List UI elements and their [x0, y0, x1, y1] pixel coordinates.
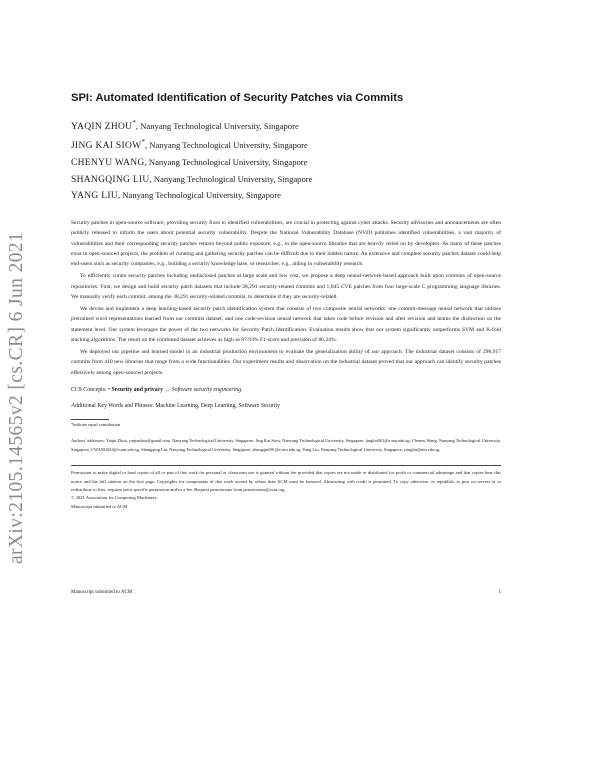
- paper-title: SPI: Automated Identification of Security Patches via Commits: [71, 92, 404, 104]
- copyright-line: © 2021 Association for Computing Machinery.: [71, 495, 158, 501]
- permission-block: [71, 469, 501, 510]
- author-line: [71, 155, 501, 172]
- author-line: [71, 135, 501, 154]
- author-name: YAQIN ZHOU: [71, 121, 133, 132]
- author-affiliation: , Nanyang Technological University, Singapore: [144, 156, 308, 167]
- author-name: JING KAI SIOW: [71, 141, 142, 152]
- footer-left: Manuscript submitted to ACM: [71, 590, 133, 595]
- ccs-arrow: →: [163, 387, 172, 394]
- footnote: *indicate equal contribution: [71, 422, 121, 428]
- abstract-paragraph: To efficiently curate security patches including undisclosed patches at large scale and low cost, we propose a deep neural-network-based approach built upon commits of open-source repositories. First, we design and build security patch datasets that include 38,291 security-related commits and 1,045 CVE patches from four large-scale C programming language libraries. We manually verify each commit, among the 38,291 security-related commits, to determine if they are security-related.: [71, 273, 501, 301]
- author-affiliation: , Nanyang Technological University, Singapore: [135, 120, 299, 131]
- author-affiliation: , Nanyang Technological University, Singapore: [149, 173, 313, 184]
- page-footer: [71, 590, 501, 595]
- author-name: SHANGQING LIU: [71, 174, 150, 185]
- author-line: [71, 172, 501, 189]
- page-number: 1: [498, 590, 501, 595]
- ccs-prefix: CCS Concepts: •: [71, 387, 112, 394]
- permission-rule: [71, 465, 501, 466]
- ccs-subcategory: Software security engineering: [171, 387, 242, 394]
- equal-contribution-mark: *: [132, 119, 136, 127]
- author-line: [71, 188, 501, 205]
- author-name: CHENYU WANG: [71, 157, 145, 168]
- abstract: [71, 218, 501, 379]
- abstract-paragraph: We devise and implement a deep learning-based security patch identification system that consists of two composite neural networks: one commit-message neural network that utilizes pretrained word representations learned from our commits dataset; and one code-revision neural network that takes code before revision and after revision and learns the distinction on the statement level. Our system leverages the power of the two networks for Security Patch Identification. Evaluation results show that our system significantly outperforms SVM and K-fold stacking algorithms. The result on the combined dataset achieves as high as 87.93% F1-score and precision of 86.24%.: [71, 305, 501, 344]
- author-list: [71, 116, 501, 205]
- abstract-paragraph: We deployed our pipeline and learned model in an industrial production environment to evaluate the generalization ability of our approach. The industrial dataset consists of 298,917 commits from 410 new libraries that range from a wide functionalities. Our experiment results and observation on the industrial dataset proved that our approach can identify security patches effectively among open-sourced projects.: [71, 349, 501, 376]
- author-name: YANG LIU: [71, 191, 118, 202]
- author-affiliation: , Nanyang Technological University, Singapore: [118, 190, 281, 201]
- abstract-paragraph: Security patches in open-source software, providing security fixes to identified vulnerabilities, are crucial in protecting against cyber attacks. Security advisories and announcements are often publicly released to inform the users about potential security vulnerability. Despite the National Vulnerability Database (NVD) publishes identified vulnerabilities, a vast majority of vulnerabilities and their corresponding security patches remain beyond public exposure, e.g., in the open-source libraries that are heavily relied on by developers. As many of these patches exist in open-sourced projects, the problem of curating and gathering security patches can be difficult due to their hidden nature. An extensive and complete security patches dataset could help end-users such as security companies, e.g., building a security knowledge base, or researcher, e.g., aiding in vulnerability research.: [71, 219, 501, 268]
- footnote-rule: [71, 419, 109, 420]
- equal-contribution-mark: *: [141, 138, 145, 147]
- author-line: [71, 116, 501, 135]
- ccs-end: .: [241, 387, 243, 394]
- author-affiliation: , Nanyang Technological University, Singapore: [144, 140, 308, 151]
- permission-text: Permission to make digital or hard copies of all or part of this work for personal or classroom use is granted without fee provided that copies are not made or distributed for profit or commercial advantage and that copies bear this notice and the full citation on the first page. Copyrights for components of this work owned by others than ACM must be honored. Abstracting with credit is permitted. To copy otherwise, or republish, to post on servers or to redistribute to lists, requires prior specific permission and/or a fee. Request permissions from permissions@acm.org.: [71, 470, 501, 493]
- ccs-category: Security and privacy: [111, 387, 164, 394]
- manuscript-note: Manuscript submitted to ACM: [71, 503, 128, 509]
- author-addresses: Authors' addresses: Yaqin Zhou, yaqinzhou@gmail.com, Nanyang Technological University, Singapore; Jing Kai Siow, Nanyang Technological University, Singapore, jingkai001@e.ntu.edu.sg; Chenyu Wang, Nanyang Technological University, Singapore, CWANG034@e.ntu.edu.sg; Shangqing Liu, Nanyang Technological University, Singapore, shangqin001@e.ntu.edu.sg; Yang Liu, Nanyang Technological University, Singapore, yangliu@ntu.edu.sg.: [71, 438, 501, 452]
- paper-content: [71, 92, 501, 511]
- keywords: Additional Key Words and Phrases: Machine Learning, Deep Learning, Software Security: [71, 403, 281, 410]
- arxiv-stamp: arXiv:2105.14565v2 [cs.CR] 6 Jun 2021: [6, 231, 27, 564]
- ccs-concepts: [71, 387, 501, 393]
